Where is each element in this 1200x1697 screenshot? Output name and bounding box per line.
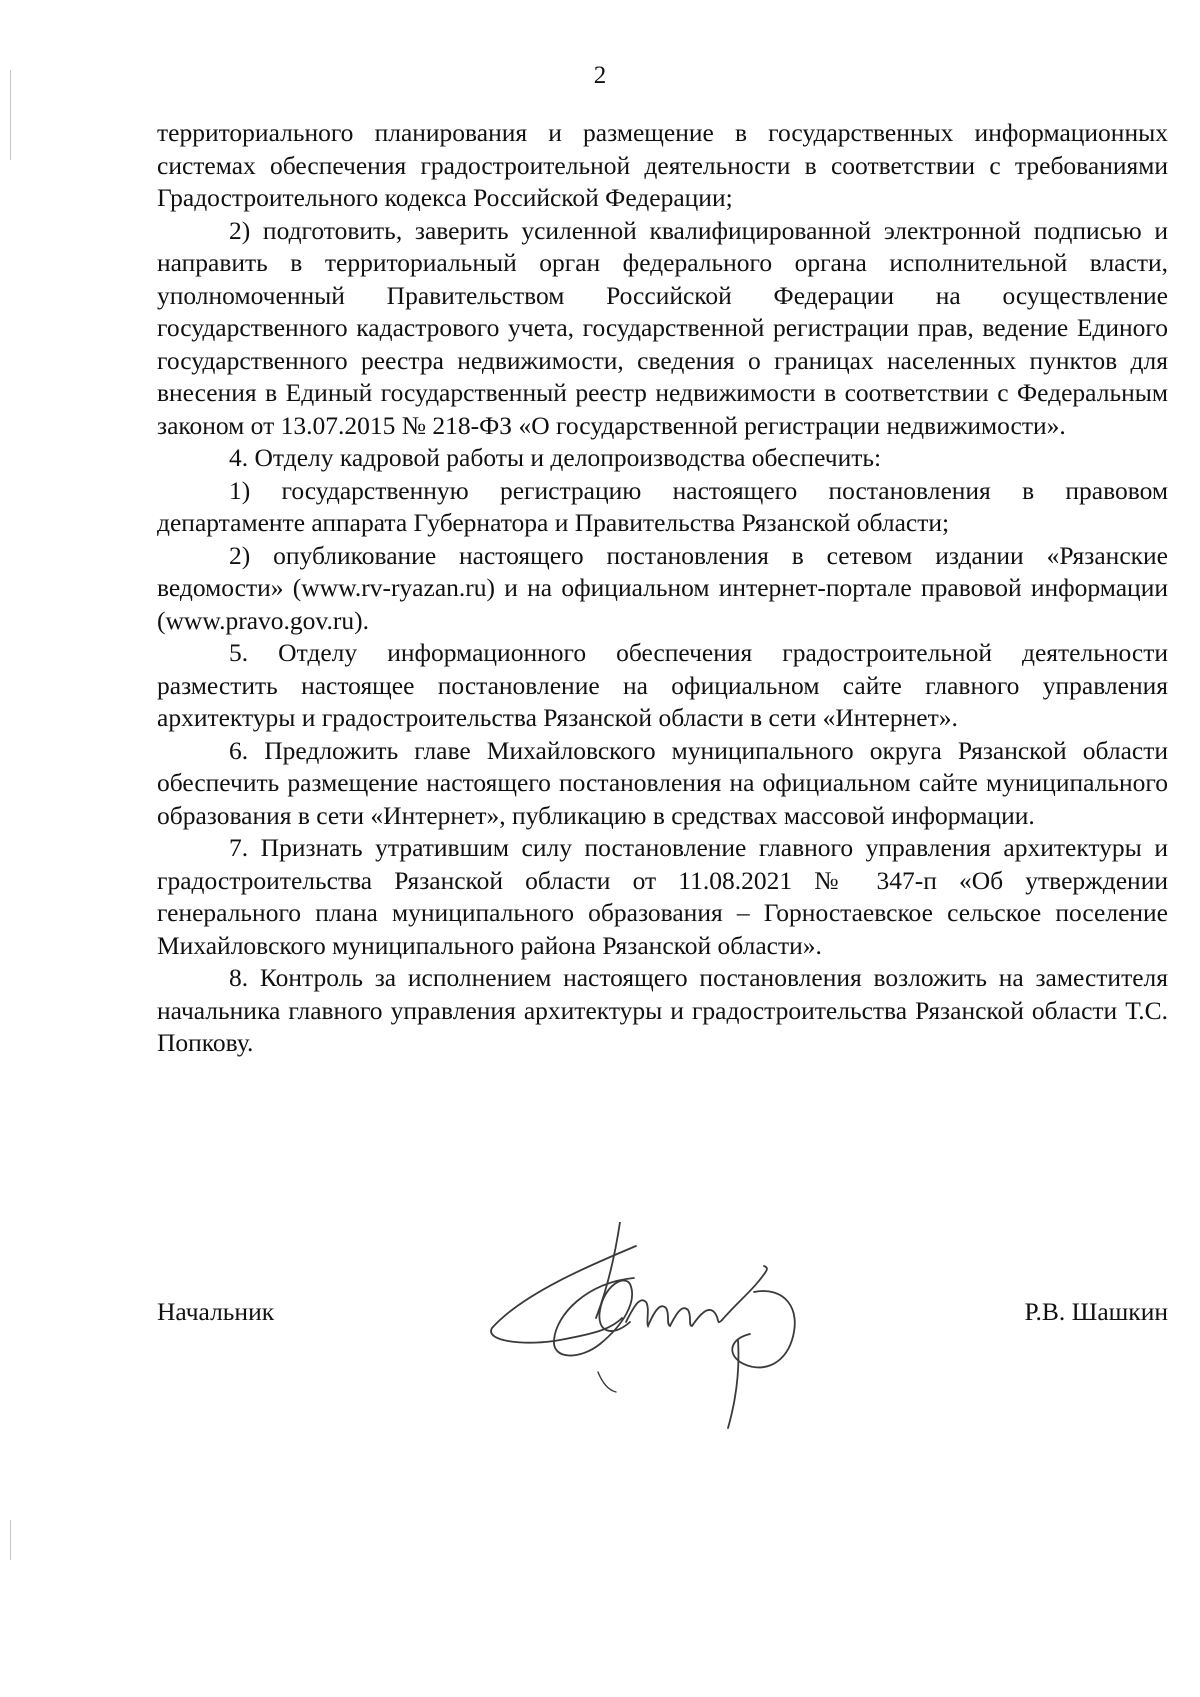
signature-block [157,1296,1168,1336]
subitem-2-cadastral: 2) подготовить, заверить усиленной квалифицированной электронной подписью и направить в территориальный орган федерального органа исполнительной власти, уполномоченный Правительством Российской Федерации на осуществление государственного кадастрового учета, государственной регистрации прав, ведение Единого государственного реестра недвижимости, сведения о границах населенных пунктов для внесения в Единый государственный реестр недвижимости в соответствии с Федеральным законом от 13.07.2015 № 218-ФЗ «О государственной регистрации недвижимости». [157,215,1168,440]
item-7: 7. Признать утратившим силу постановление главного управления архитектуры и градостроительства Рязанской области от 11.08.2021 № 347-п «Об утверждении генерального плана муниципального образования – Горностаевское сельское поселение Михайловского муниципального района Рязанской области». [157,833,1168,960]
page-number: 2 [593,62,607,89]
signatory-name: Р.В. Шашкин [1024,1297,1168,1326]
signatory-title: Начальник [157,1297,275,1326]
item-5: 5. Отделу информационного обеспечения градостроительной деятельности разместить настоящее постановление на официальном сайте главного управления архитектуры и градостроительства Рязанской области в сети «Интернет». [157,638,1168,732]
subitem-1-registration: 1) государственную регистрацию настоящего постановления в правовом департаменте аппарата Губернатора и Правительства Рязанской области; [157,475,1168,537]
item-8: 8. Контроль за исполнением настоящего постановления возложить на заместителя начальника главного управления архитектуры и градостроительства Рязанской области Т.С. Попкову. [157,963,1168,1057]
subitem-2-publication: 2) опубликование настоящего постановления в сетевом издании «Рязанские ведомости» (www.rv-ryazan.ru) и на официальном интернет-портале правовой информации (www.pravo.gov.ru). [157,540,1168,635]
item-4: 4. Отделу кадровой работы и делопроизводства обеспечить: [229,443,882,472]
document-body [157,117,1168,1060]
item-6: 6. Предложить главе Михайловского муниципального округа Рязанской области обеспечить размещение настоящего постановления на официальном сайте муниципального образования в сети «Интернет», публикацию в средствах массовой информации. [157,735,1168,830]
scan-edge-mark [10,1520,11,1560]
paragraph-continuation: территориального планирования и размещение в государственных информационных системах обеспечения градостроительной деятельности в соответствии с требованиями Градостроительного кодекса Российской Федерации; [157,118,1168,212]
